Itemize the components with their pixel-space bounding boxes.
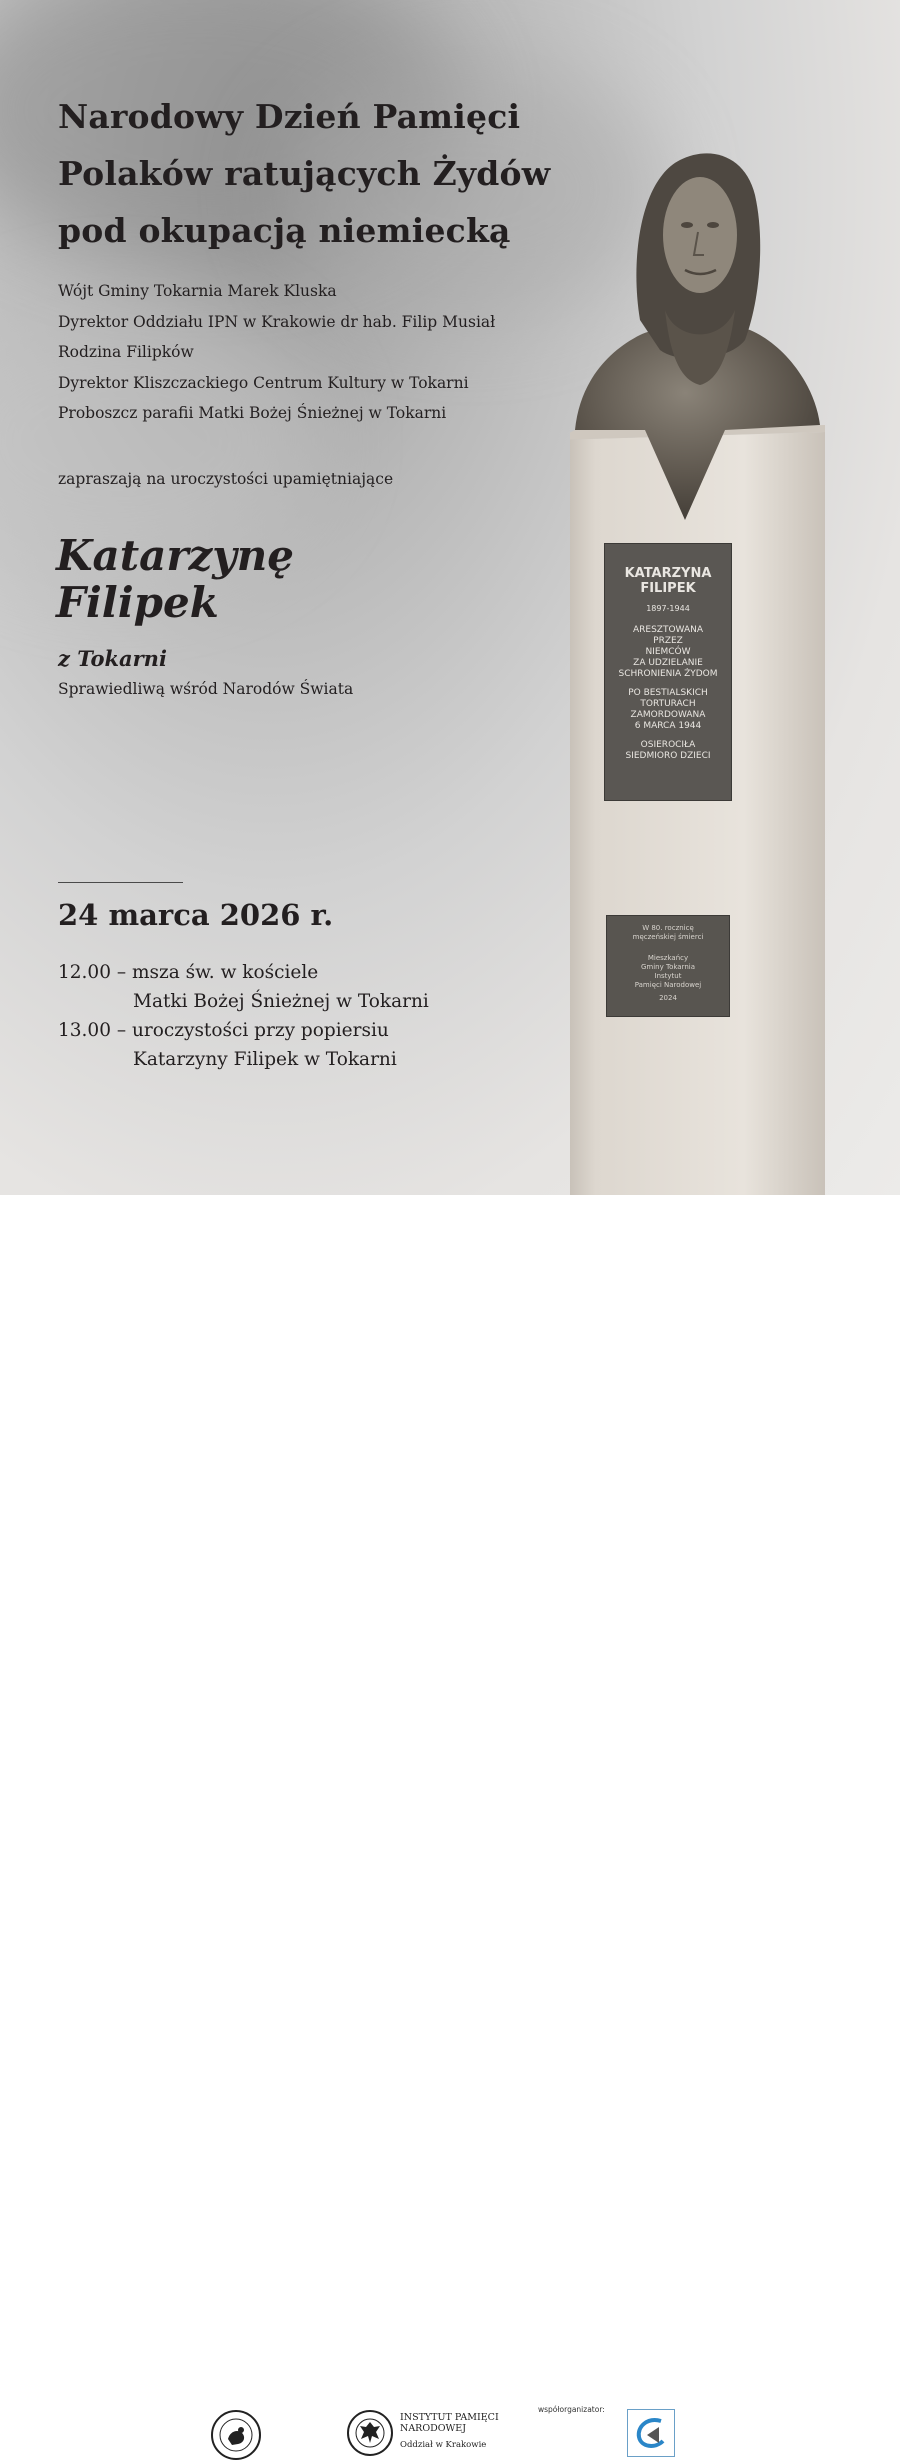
schedule-time: 13.00: [58, 1020, 111, 1041]
anniversary-line: 2024: [659, 994, 677, 1002]
footer-logos: [0, 1195, 900, 2450]
schedule-desc-cont: Katarzyny Filipek w Tokarni: [133, 1049, 397, 1070]
plaque-line: ZA UDZIELANIE: [633, 658, 703, 668]
plaque-name: [605, 566, 731, 596]
host-item: Wójt Gminy Tokarnia Marek Kluska: [58, 282, 337, 300]
host-item: Proboszcz parafii Matki Bożej Śnieżnej w Tokarni: [58, 404, 447, 422]
plaque-years: 1897-1944: [646, 604, 690, 613]
kck-logo-icon: [627, 2409, 675, 2457]
plaque-line: ARESZTOWANA: [632, 625, 703, 635]
schedule: [58, 958, 429, 1074]
host-item: Dyrektor Kliszczackiego Centrum Kultury w Tokarni: [58, 373, 469, 392]
schedule-item: 12.00 – msza św. w kościele: [58, 962, 319, 983]
schedule-time: 12.00: [58, 962, 111, 983]
invitation-text: zapraszają na uroczystości upamiętniające: [58, 470, 394, 488]
title-line: Narodowy Dzień Pamięci: [58, 97, 521, 136]
anniversary-line: Pamięci Narodowej: [634, 981, 702, 989]
ipn-name-line: INSTYTUT PAMIĘCI: [400, 2412, 499, 2423]
ipn-eagle-seal-icon: [346, 2409, 394, 2457]
anniversary-plaque: [606, 915, 730, 1017]
schedule-item: 13.00 – uroczystości przy popiersiu: [58, 1020, 389, 1041]
ipn-name: [400, 2412, 499, 2451]
schedule-desc: uroczystości przy popiersiu: [131, 1020, 389, 1041]
host-item: Rodzina Filipków: [58, 343, 194, 361]
plaque-text: [605, 625, 731, 762]
honoree-title: Sprawiedliwą wśród Narodów Świata: [58, 680, 354, 698]
schedule-desc-cont: Matki Bożej Śnieżnej w Tokarni: [133, 991, 429, 1012]
event-title: [58, 88, 550, 259]
plaque-line: TORTURACH: [640, 699, 696, 709]
plaque-line: 6 MARCA 1944: [634, 721, 702, 731]
plaque-spacer: [605, 680, 731, 688]
honoree-first-name: Katarzynę: [56, 531, 294, 580]
divider: [58, 882, 183, 883]
honoree-name: [56, 532, 294, 626]
ipn-branch: Oddział w Krakowie: [400, 2440, 487, 2450]
plaque-name-line: FILIPEK: [640, 581, 696, 596]
anniversary-line: męczeńskiej śmierci: [632, 933, 704, 941]
host-item: Dyrektor Oddziału IPN w Krakowie dr hab. Filip Musiał: [58, 312, 496, 331]
plaque-line: PO BESTIALSKICH: [628, 688, 708, 698]
event-date: 24 marca 2026 r.: [58, 898, 334, 932]
gmina-tokarnia-logo-icon: [210, 2409, 262, 2461]
anniversary-line: Instytut: [654, 972, 682, 980]
anniversary-line: Gminy Tokarnia: [640, 963, 695, 971]
schedule-desc: msza św. w kościele: [131, 962, 319, 983]
host-list: [58, 276, 495, 429]
plaque-spacer: [605, 732, 731, 740]
title-line: pod okupacją niemiecką: [58, 211, 511, 250]
plaque-line: NIEMCÓW: [645, 647, 691, 657]
ipn-name-line: NARODOWEJ: [400, 2423, 467, 2434]
plaque-line: SIEDMIORO DZIECI: [625, 751, 711, 761]
memorial-plaque: [604, 543, 732, 801]
plaque-line: ZAMORDOWANA: [630, 710, 706, 720]
honoree-origin: z Tokarni: [58, 646, 167, 671]
plaque-spacer: [607, 942, 729, 954]
honoree-last-name: Filipek: [56, 578, 219, 627]
title-line: Polaków ratujących Żydów: [58, 154, 551, 193]
plaque-line: OSIEROCIŁA: [640, 740, 696, 750]
coorganizer-label: współorganizator:: [538, 2405, 605, 2414]
plaque-line: SCHRONIENIA ŻYDOM: [618, 669, 718, 679]
plaque-line: PRZEZ: [653, 636, 683, 646]
poster-background: [0, 0, 900, 1195]
anniversary-line: Mieszkańcy: [647, 954, 689, 962]
anniversary-line: W 80. rocznicę: [642, 924, 694, 932]
plaque-name-line: KATARZYNA: [624, 566, 712, 581]
